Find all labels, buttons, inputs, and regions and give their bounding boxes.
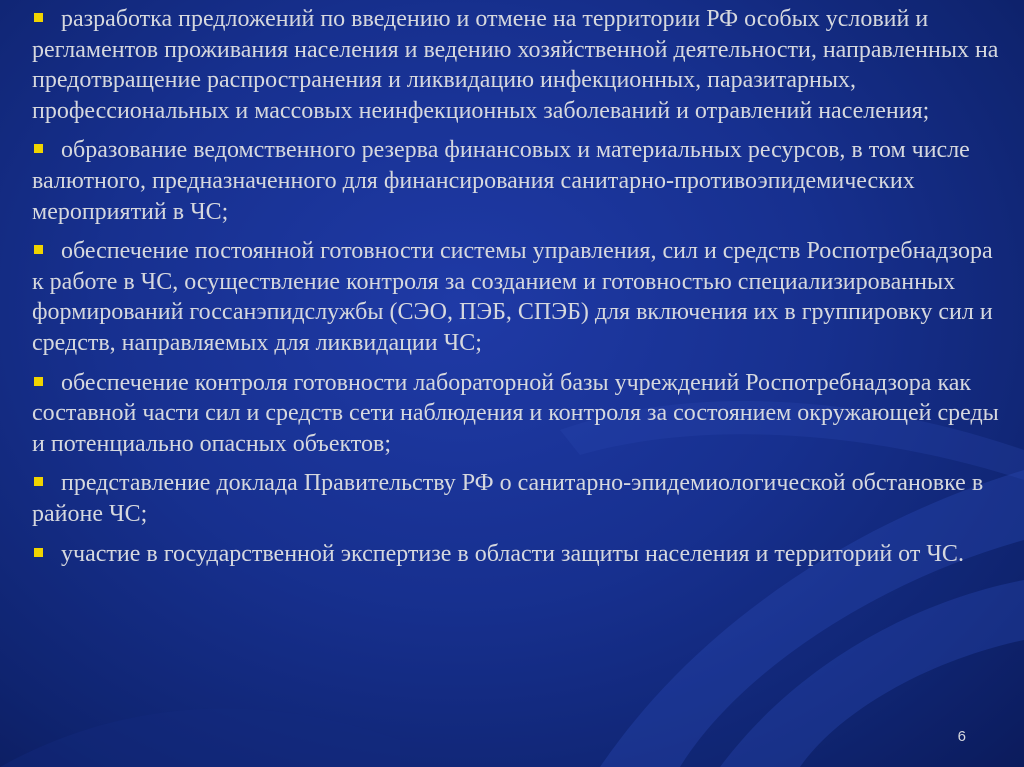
bullet-item <box>32 135 1004 227</box>
square-bullet-icon <box>34 245 43 254</box>
bullet-item <box>32 368 1004 460</box>
square-bullet-icon <box>34 477 43 486</box>
bullet-item <box>32 236 1004 358</box>
square-bullet-icon <box>34 548 43 557</box>
bullet-text: участие в государственной экспертизе в области защиты населения и территорий от ЧС. <box>61 540 964 567</box>
page-number: 6 <box>957 728 966 745</box>
bullet-item <box>32 468 1004 529</box>
bullet-text: обеспечение постоянной готовности системы управления, сил и средств Роспотребнадзора к работе в ЧС, осуществление контроля за созданием и готовностью специализированных формирований госсанэпидслужбы (СЭО, ПЭБ, СПЭБ) для включения их в группировку сил и средств, направляемых для ликвидации ЧС; <box>32 238 993 356</box>
square-bullet-icon <box>34 377 43 386</box>
bullet-text: образование ведомственного резерва финансовых и материальных ресурсов, в том числе валютного, предназначенного для финансирования санитарно-противоэпидемических мероприятий в ЧС; <box>32 137 970 225</box>
bullet-item <box>32 4 1004 126</box>
square-bullet-icon <box>34 144 43 153</box>
bullet-text: обеспечение контроля готовности лабораторной базы учреждений Роспотребнадзора как составной части сил и средств сети наблюдения и контроля за состоянием окружающей среды и потенциально опасных объектов; <box>32 369 999 457</box>
bullet-text: разработка предложений по введению и отмене на территории РФ особых условий и регламентов проживания населения и ведению хозяйственной деятельности, направленных на предотвращение распространения и ликвидацию инфекционных, паразитарных, профессиональных и массовых неинфекционных заболеваний и отравлений населения; <box>32 6 999 124</box>
bullet-text: представление доклада Правительству РФ о санитарно-эпидемиологической обстановке в районе ЧС; <box>32 470 984 527</box>
square-bullet-icon <box>34 13 43 22</box>
bullet-list <box>32 4 1004 578</box>
bullet-item <box>32 539 1004 570</box>
